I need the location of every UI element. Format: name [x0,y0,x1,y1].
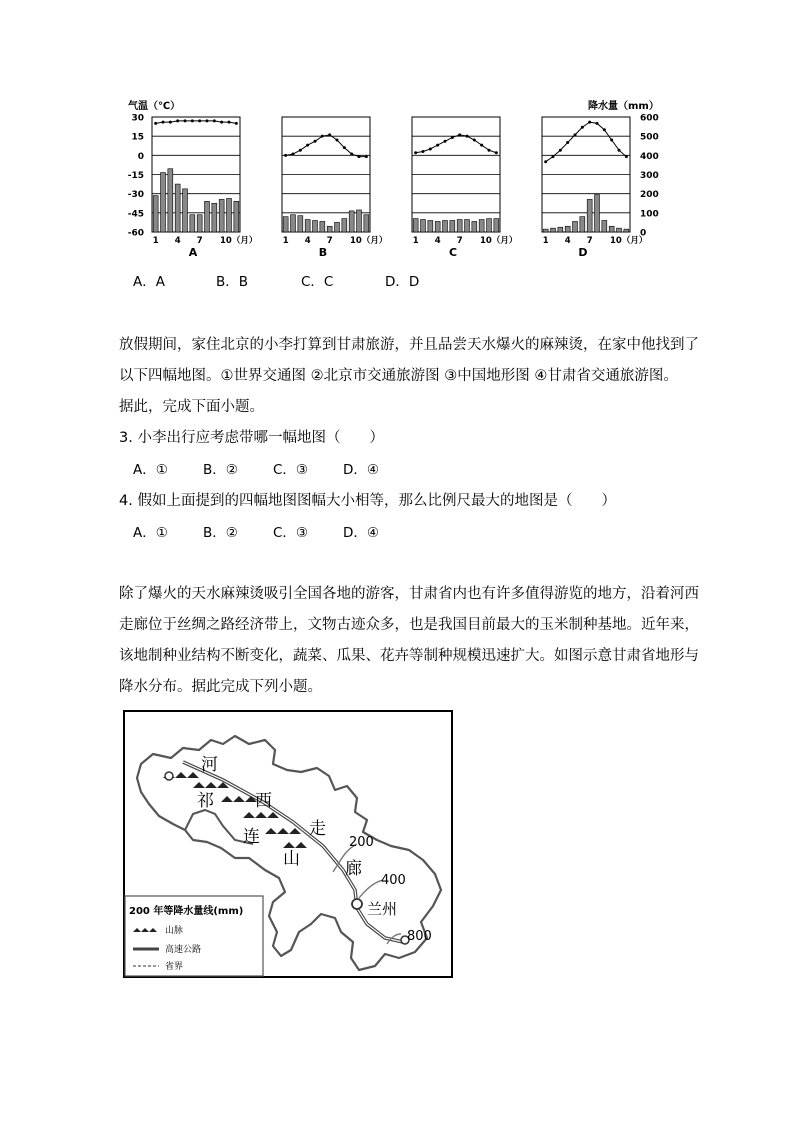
temperature-point [618,149,621,152]
left-axis-ticks [128,114,144,239]
passage-2-line-1: 除了爆火的天水麻辣烫吸引全国各地的游客，甘肃省内也有许多值得游览的地方，沿着河西 [119,586,699,602]
precip-bar [298,216,303,232]
precip-bar [364,215,369,232]
right-axis-title: 降水量（mm） [588,101,659,112]
right-tick-label: 0 [640,228,647,239]
precip-bar [227,198,232,232]
temperature-point [292,153,295,156]
precip-bar [580,217,585,232]
temperature-point [458,133,461,136]
option-d-question-2[interactable]: D．D [385,274,420,290]
legend-mountain-icon [133,928,157,932]
precip-bar [413,219,418,232]
precip-bar [595,195,600,232]
isoline-label-400: 400 [381,873,406,888]
passage-1-line-2: 以下四幅地图。①世界交通图 ②北京市交通旅游图 ③中国地形图 ④甘肃省交通旅游图。 [119,368,678,384]
temperature-point [176,119,179,122]
map-label-zou: 走 [309,819,326,839]
temperature-point [299,149,302,152]
temperature-point [451,136,454,139]
map-label-lang: 廊 [345,859,362,879]
temperature-point [552,155,555,158]
legend-border: 省界 [165,962,184,972]
precip-bar [335,222,340,232]
month-tick: 4 [564,236,571,246]
precip-bar [342,219,347,232]
passage-2-line-2: 走廊位于丝绸之路经济带上，文物古迹众多，也是我国目前最大的玉米制种基地。近年来， [119,617,699,633]
month-tick: 4 [174,236,181,246]
temperature-point [414,151,417,154]
month-tick: 7 [456,236,463,246]
question-3-stem: 3. 小李出行应考虑带哪一幅地图（ ） [119,430,384,446]
temperature-point [625,155,628,158]
precip-bar [197,215,202,232]
month-axis-label: 10（月） [350,236,388,246]
temperature-point [358,155,361,158]
precip-bar [587,199,592,232]
temperature-point [422,150,425,153]
precip-bar [313,221,318,233]
climate-chart-B [282,117,387,259]
option-c-question-2[interactable]: C．C [301,274,334,290]
question-4-stem: 4. 假如上面提到的四幅地图图幅大小相等，那么比例尺最大的地图是（ ） [119,493,616,509]
left-axis-title: 气温（℃） [128,101,181,112]
right-axis-ticks [640,114,659,239]
left-tick-label: 30 [131,113,144,124]
month-tick: 4 [434,236,441,246]
isoline-label-800: 800 [407,929,432,944]
temperature-point [480,144,483,147]
precip-bar [349,211,354,232]
temperature-point [198,119,201,122]
map-label-qi: 祁 [197,791,214,811]
month-tick: 7 [586,236,593,246]
precip-bar [183,189,188,232]
precip-bar [558,227,563,232]
precip-bar [624,229,629,232]
temperature-point [429,147,432,150]
month-tick: 7 [326,236,333,246]
left-tick-label: 15 [131,132,144,143]
month-tick: 1 [282,236,289,246]
precip-bar [573,221,578,232]
option-b-question-2[interactable]: B．B [216,274,249,290]
precip-bar [428,221,433,233]
month-tick: 7 [196,236,203,246]
option-a-question-2[interactable]: A．A [133,274,165,290]
legend-mountain: 山脉 [165,926,184,936]
month-axis-label: 10（月） [480,236,518,246]
passage-2-line-3: 该地制种业结构不断变化，蔬菜、瓜果、花卉等制种规模迅速扩大。如图示意甘肃省地形与 [119,648,699,664]
precip-bar [551,228,556,232]
left-tick-label: -60 [127,228,144,239]
temperature-point [306,144,309,147]
precip-bar [283,217,288,232]
precip-bar [421,220,426,232]
temperature-point [350,153,353,156]
precip-bar [190,215,195,232]
climate-chart-A [152,117,257,259]
right-tick-label: 100 [640,209,659,220]
temperature-point [213,119,216,122]
chart-label: C [448,246,458,259]
chart-label: D [578,246,588,259]
precip-bar [487,219,492,232]
temperature-point [544,160,547,163]
right-tick-label: 200 [640,190,659,201]
temperature-line [156,121,237,124]
precip-bar [494,219,499,232]
temperature-point [336,139,339,142]
temperature-point [466,135,469,138]
temperature-point [588,121,591,124]
legend-highway: 高速公路 [165,945,202,955]
right-tick-label: 600 [640,113,659,124]
climate-chart-C [412,117,517,259]
map-label-lian: 连 [243,827,260,847]
temperature-point [444,140,447,143]
chart-label: B [318,246,328,259]
question-4-option-b[interactable]: B．② [203,525,238,541]
precip-bar [543,229,548,232]
temperature-point [220,121,223,124]
precip-bar [472,221,477,232]
question-3-option-b[interactable]: B．② [203,462,238,478]
precip-bar [602,221,607,233]
map-label-lanzhou: 兰州 [367,900,398,918]
precip-bar [465,220,470,232]
precip-bar [435,221,440,232]
month-tick: 1 [542,236,549,246]
right-tick-label: 300 [640,171,659,181]
temperature-point [328,133,331,136]
temperature-point [436,144,439,147]
temperature-line [416,135,497,153]
precip-bar [450,221,455,233]
city-marker-lanzhou [352,899,362,909]
question-4-option-a[interactable]: A．① [133,525,168,541]
left-tick-label: -45 [127,209,144,220]
temperature-point [162,121,165,124]
precip-bar [443,221,448,233]
question-4-option-c[interactable]: C．③ [273,525,309,541]
precip-bar [291,215,296,232]
temperature-point [228,121,231,124]
temperature-point [596,122,599,125]
precip-bar [457,220,462,232]
precip-bar [479,220,484,232]
temperature-point [365,155,368,158]
precip-bar [212,203,217,232]
precip-bar [609,226,614,232]
temperature-point [191,119,194,122]
left-tick-label: -30 [127,190,144,201]
question-3-option-c[interactable]: C．③ [273,462,309,478]
right-tick-label: 500 [640,132,659,143]
precip-bar [617,228,622,232]
precip-bar [175,184,180,232]
temperature-point [473,139,476,142]
temperature-point [566,141,569,144]
temperature-point [488,149,491,152]
charts-layer [152,117,647,259]
temperature-point [184,119,187,122]
temperature-point [343,146,346,149]
isoline-label-200: 200 [349,835,374,850]
precip-bar [205,201,210,232]
precip-bar [161,173,166,232]
temperature-point [235,122,238,125]
temperature-point [610,139,613,142]
precip-bar [153,196,158,232]
temperature-point [603,128,606,131]
passage-1-line-3: 据此，完成下面小题。 [119,399,264,415]
month-axis-label: 10（月） [220,236,258,246]
climate-chart-D [542,117,647,259]
month-tick: 1 [412,236,419,246]
climate-charts-figure [110,95,670,265]
question-3-option-a[interactable]: A．① [133,462,168,478]
temperature-point [495,151,498,154]
month-tick: 1 [152,236,159,246]
gansu-map [123,710,453,978]
right-tick-label: 400 [640,151,659,162]
question-3-option-d[interactable]: D．④ [343,462,379,478]
passage-2-line-4: 降水分布。据此完成下列小题。 [119,679,322,695]
precip-bar [219,199,224,232]
precip-bar [565,226,570,232]
chart-label: A [188,246,198,259]
precip-bar [234,201,239,232]
temperature-point [581,126,584,129]
precip-bar [320,221,325,232]
precip-bar [357,210,362,232]
temperature-line [546,122,627,162]
temperature-line [286,135,367,157]
question-4-option-d[interactable]: D．④ [343,525,379,541]
precip-bar [168,169,173,232]
temperature-point [169,121,172,124]
temperature-point [314,140,317,143]
precip-bar [327,226,332,232]
temperature-point [559,149,562,152]
left-tick-label: -15 [127,171,144,181]
city-marker-west [165,772,173,780]
temperature-point [321,135,324,138]
map-label-he: 河 [201,755,218,775]
map-label-xi: 西 [255,791,272,811]
temperature-point [574,133,577,136]
map-label-shan: 山 [283,849,300,869]
legend-isoline: 200 年等降水量线(mm) [129,906,244,917]
month-axis-label: 10（月） [610,236,648,246]
temperature-point [284,154,287,157]
month-tick: 4 [304,236,311,246]
temperature-point [154,122,157,125]
passage-1-line-1: 放假期间，家住北京的小李打算到甘肃旅游，并且品尝天水爆火的麻辣烫，在家中他找到了 [119,337,699,353]
temperature-point [206,119,209,122]
precip-bar [305,220,310,232]
left-tick-label: 0 [137,151,144,162]
